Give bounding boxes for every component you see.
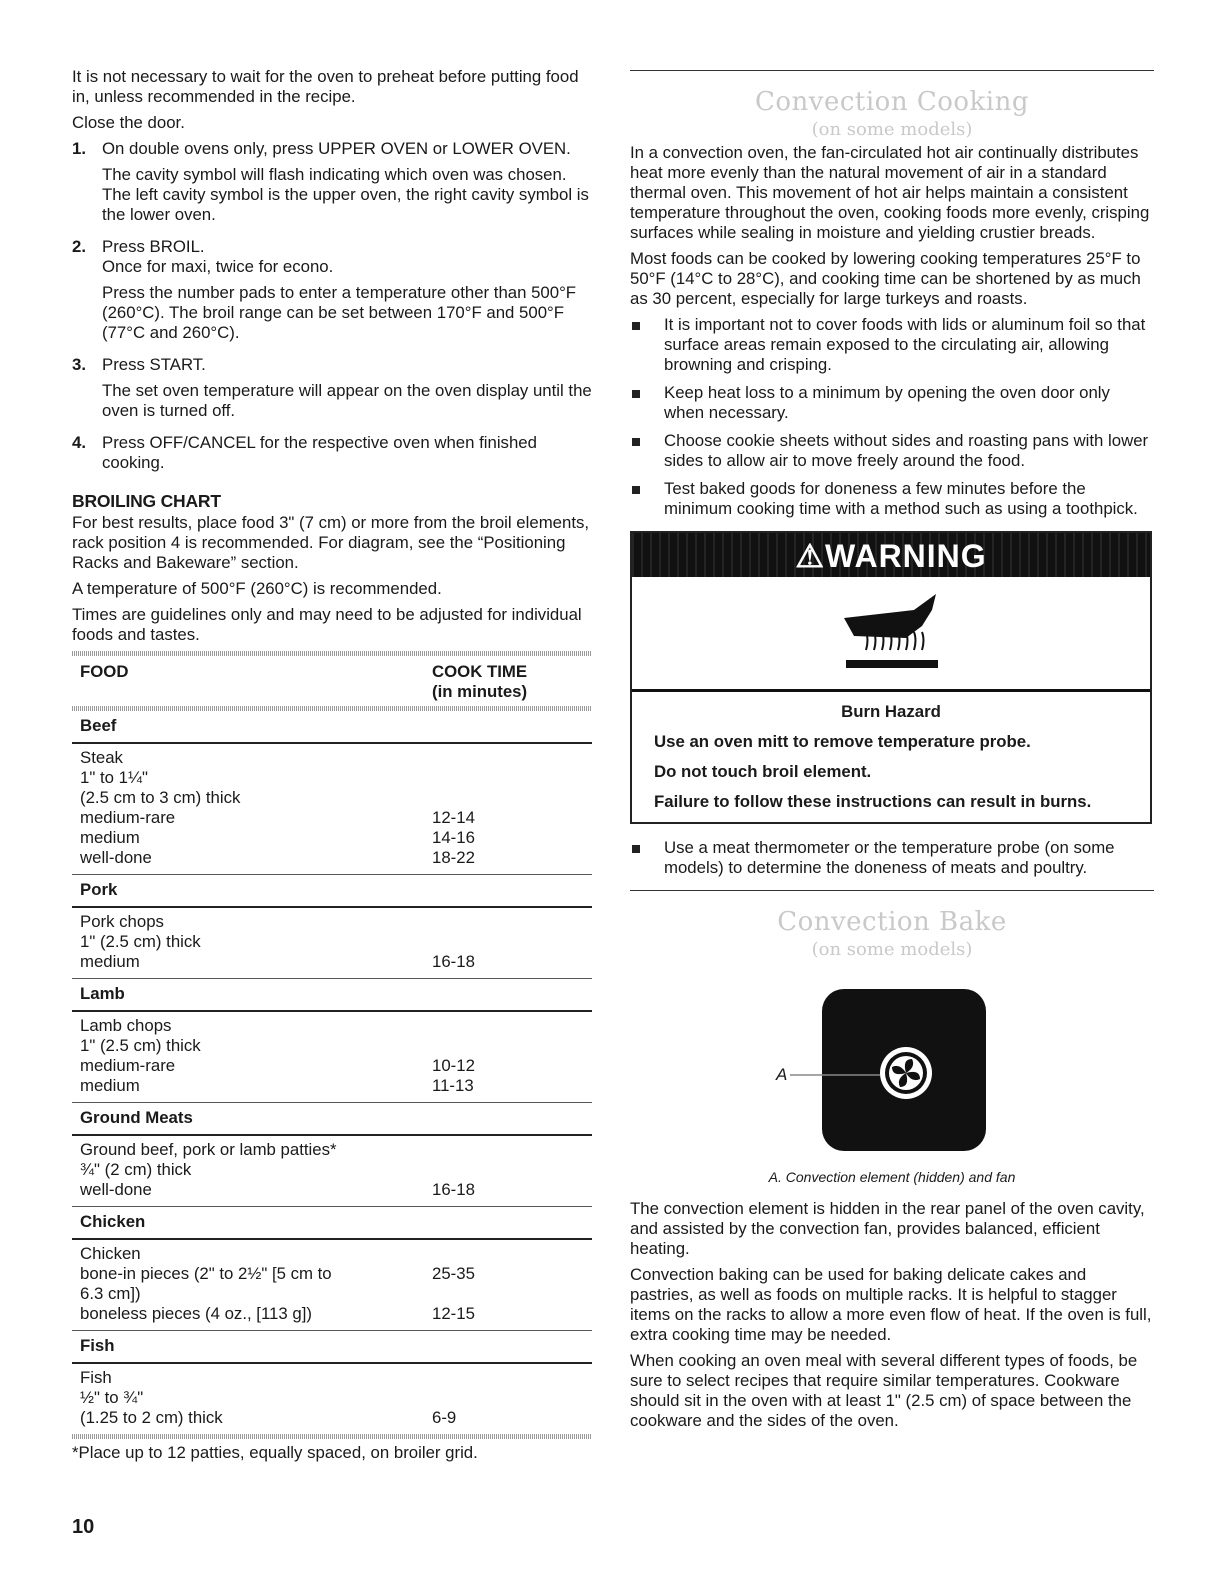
- warning-line: Do not touch broil element.: [654, 762, 872, 781]
- table-row: [80, 932, 584, 952]
- table-footnote: *Place up to 12 patties, equally spaced, on broiler grid.: [72, 1443, 478, 1462]
- step-text: The cavity symbol will flash indicating which oven was chosen. The left cavity symbol is the upper oven, the right cavity symbol is the lower oven.: [102, 165, 589, 224]
- cook-time-cell: 16-18: [432, 952, 475, 971]
- broil-paragraph: Times are guidelines only and may need to be adjusted for individual foods and tastes.: [72, 605, 582, 644]
- step-4: [72, 433, 592, 479]
- table-row: [80, 1244, 584, 1264]
- bullet-text: Choose cookie sheets without sides and roasting pans with lower sides to allow air to move freely around the food.: [664, 431, 1149, 470]
- cook-time-cell: 12-14: [432, 808, 475, 827]
- step-text: Press OFF/CANCEL for the respective oven when finished cooking.: [102, 433, 537, 472]
- table-group-heading: Ground Meats: [72, 1103, 592, 1136]
- broiling-chart-heading: BROILING CHART: [72, 491, 221, 511]
- step-number: 1.: [72, 139, 86, 158]
- food-cell: (2.5 cm to 3 cm) thick: [80, 788, 241, 807]
- food-cell: boneless pieces (4 oz., [113 g]): [80, 1304, 312, 1323]
- page-number: 10: [72, 1516, 95, 1538]
- table-group-rows: [72, 744, 592, 875]
- food-cell: medium: [80, 1076, 140, 1095]
- cook-time-cell: 18-22: [432, 848, 475, 867]
- step-text: Press the number pads to enter a temperature other than 500°F (260°C). The broil range can be set between 170°F and 500°F (77°C and 260°C).: [102, 283, 577, 342]
- bullet-item: [630, 431, 1154, 471]
- warning-line: Failure to follow these instructions can result in burns.: [654, 792, 1092, 811]
- food-cell: medium-rare: [80, 1056, 176, 1075]
- food-cell: 6.3 cm]): [80, 1284, 141, 1303]
- food-cell: well-done: [80, 848, 152, 867]
- bullet-square-icon: [632, 322, 640, 330]
- food-cell: bone-in pieces (2" to 2½" [5 cm to: [80, 1264, 332, 1283]
- warning-box: [630, 531, 1152, 824]
- table-row: [80, 1016, 584, 1036]
- table-row: [80, 1368, 584, 1388]
- convection-bake-subtitle: (on some models): [811, 939, 973, 960]
- bullet-text: Keep heat loss to a minimum by opening the oven door only when necessary.: [664, 383, 1110, 422]
- table-row: [80, 808, 584, 828]
- section-rule: [630, 70, 1154, 71]
- table-row: [80, 912, 584, 932]
- convection-cooking-subtitle: (on some models): [811, 119, 973, 140]
- table-row: [80, 788, 584, 808]
- bullet-square-icon: [632, 845, 640, 853]
- table-row: [80, 1140, 584, 1160]
- food-cell: medium-rare: [80, 808, 176, 827]
- bullet-item: [630, 479, 1154, 519]
- warning-title: Burn Hazard: [841, 702, 941, 721]
- food-cell: Pork chops: [80, 912, 164, 931]
- broil-paragraph: For best results, place food 3" (7 cm) or more from the broil elements, rack position 4 is recommended. For diagram, see the “Positioning Racks and Bakeware” section.: [72, 513, 590, 572]
- table-group-heading: Fish: [72, 1331, 592, 1364]
- convection-cooking-title: Convection Cooking: [754, 87, 1029, 117]
- table-group-heading: Lamb: [72, 979, 592, 1012]
- table-group-rows: [72, 908, 592, 979]
- bullet-text: It is important not to cover foods with lids or aluminum foil so that surface areas remain exposed to the circulating air, allowing browning and crisping.: [664, 315, 1146, 374]
- bake-paragraph: The convection element is hidden in the rear panel of the oven cavity, and assisted by the convection fan, provides balanced, efficient heating.: [630, 1199, 1145, 1258]
- food-cell: Lamb chops: [80, 1016, 172, 1035]
- table-row: [80, 1388, 584, 1408]
- table-row: [80, 1056, 584, 1076]
- cook-time-cell: 16-18: [432, 1180, 475, 1199]
- cook-time-column-header: COOK TIME (in minutes): [432, 662, 528, 701]
- table-row: [80, 768, 584, 788]
- step-number: 3.: [72, 355, 86, 374]
- food-cell: (1.25 to 2 cm) thick: [80, 1408, 223, 1427]
- right-column: [630, 70, 1154, 1437]
- table-row: [80, 828, 584, 848]
- bullet-item: [630, 383, 1154, 423]
- broil-paragraph: A temperature of 500°F (260°C) is recommended.: [72, 579, 442, 598]
- step-text: The set oven temperature will appear on the oven display until the oven is turned off.: [102, 381, 592, 420]
- section-rule: [630, 890, 1154, 891]
- table-group-heading: Chicken: [72, 1207, 592, 1240]
- table-row: [80, 952, 584, 972]
- food-cell: 1" to 1¼": [80, 768, 148, 787]
- bullet-text: Test baked goods for doneness a few minutes before the minimum cooking time with a method such as using a toothpick.: [664, 479, 1138, 518]
- food-column-header: FOOD: [80, 662, 129, 681]
- bullet-text: Use a meat thermometer or the temperature probe (on some models) to determine the doneness of meats and poultry.: [664, 838, 1115, 877]
- broiling-table: [72, 651, 592, 1463]
- warning-triangle-icon: ⚠: [795, 538, 826, 574]
- table-group-rows: [72, 1364, 592, 1434]
- table-row: [80, 1180, 584, 1200]
- table-group-rows: [72, 1136, 592, 1207]
- food-cell: ½" to ¾": [80, 1388, 144, 1407]
- step-2: [72, 237, 592, 349]
- cook-time-cell: 14-16: [432, 828, 475, 847]
- burn-hazard-icon: [632, 577, 1150, 692]
- table-body: [72, 711, 592, 1434]
- food-cell: ¾" (2 cm) thick: [80, 1160, 192, 1179]
- food-cell: Ground beef, pork or lamb patties*: [80, 1140, 337, 1159]
- left-column: [72, 67, 592, 1463]
- step-text: Press START.: [102, 355, 206, 374]
- cook-time-cell: 25-35: [432, 1264, 475, 1283]
- table-row: [80, 748, 584, 768]
- food-cell: Steak: [80, 748, 123, 767]
- bullet-item: [630, 315, 1154, 375]
- bullet-item: [630, 838, 1154, 878]
- food-cell: Fish: [80, 1368, 112, 1387]
- cook-time-cell: 11-13: [432, 1076, 474, 1095]
- food-cell: medium: [80, 952, 140, 971]
- table-header: [72, 656, 592, 706]
- step-text: Press BROIL. Once for maxi, twice for econo.: [102, 237, 334, 276]
- bullet-square-icon: [632, 390, 640, 398]
- step-text: On double ovens only, press UPPER OVEN or LOWER OVEN.: [102, 139, 571, 158]
- convection-paragraph: In a convection oven, the fan-circulated hot air continually distributes heat more evenly than the natural movement of air in a standard thermal oven. This movement of hot air helps maintain a consistent temperature throughout the oven, cooking foods more evenly, crisping surfaces while sealing in moisture and yielding crustier breads.: [630, 143, 1150, 242]
- table-group-heading: Pork: [72, 875, 592, 908]
- step-3: [72, 355, 592, 427]
- table-row: [80, 1304, 584, 1324]
- table-row: [80, 1264, 584, 1284]
- table-row: [80, 848, 584, 868]
- table-row: [80, 1284, 584, 1304]
- food-cell: medium: [80, 828, 140, 847]
- bullet-square-icon: [632, 438, 640, 446]
- intro-paragraph: It is not necessary to wait for the oven to preheat before putting food in, unless recommended in the recipe.: [72, 67, 579, 106]
- bake-paragraph: Convection baking can be used for baking delicate cakes and pastries, as well as foods on multiple racks. It is helpful to stagger items on the racks to allow a more even flow of heat. If the oven is full, extra cooking time may be needed.: [630, 1265, 1152, 1344]
- table-row: [80, 1036, 584, 1056]
- table-row: [80, 1408, 584, 1428]
- convection-paragraph: Most foods can be cooked by lowering cooking temperatures 25°F to 50°F (14°C to 28°C), and cooking time can be shortened by as much as 30 percent, especially for large turkeys and roasts.: [630, 249, 1141, 308]
- fan-callout-label: A: [776, 1065, 788, 1084]
- table-row: [80, 1076, 584, 1096]
- convection-fan-diagram: [630, 973, 1154, 1163]
- fan-caption: A. Convection element (hidden) and fan: [768, 1169, 1016, 1185]
- food-cell: 1" (2.5 cm) thick: [80, 932, 201, 951]
- warning-label: WARNING: [825, 538, 987, 574]
- food-cell: 1" (2.5 cm) thick: [80, 1036, 201, 1055]
- food-cell: well-done: [80, 1180, 152, 1199]
- cook-time-cell: 12-15: [432, 1304, 475, 1323]
- food-cell: Chicken: [80, 1244, 141, 1263]
- cook-time-cell: 10-12: [432, 1056, 475, 1075]
- table-bottom-rule: [72, 1434, 592, 1439]
- convection-bake-title: Convection Bake: [777, 907, 1007, 937]
- bake-paragraph: When cooking an oven meal with several different types of foods, be sure to select recipes that require similar temperatures. Cookware should sit in the oven with at least 1" (2.5 cm) of space between the cookware and the sides of the oven.: [630, 1351, 1138, 1430]
- step-number: 4.: [72, 433, 86, 452]
- warning-header: [632, 533, 1150, 577]
- table-group-rows: [72, 1240, 592, 1331]
- warning-line: Use an oven mitt to remove temperature probe.: [654, 732, 1031, 751]
- table-group-heading: Beef: [72, 711, 592, 744]
- intro-paragraph: Close the door.: [72, 113, 185, 132]
- step-number: 2.: [72, 237, 86, 256]
- table-row: [80, 1160, 584, 1180]
- step-1: [72, 139, 592, 231]
- table-group-rows: [72, 1012, 592, 1103]
- bullet-square-icon: [632, 486, 640, 494]
- cook-time-cell: 6-9: [432, 1408, 457, 1427]
